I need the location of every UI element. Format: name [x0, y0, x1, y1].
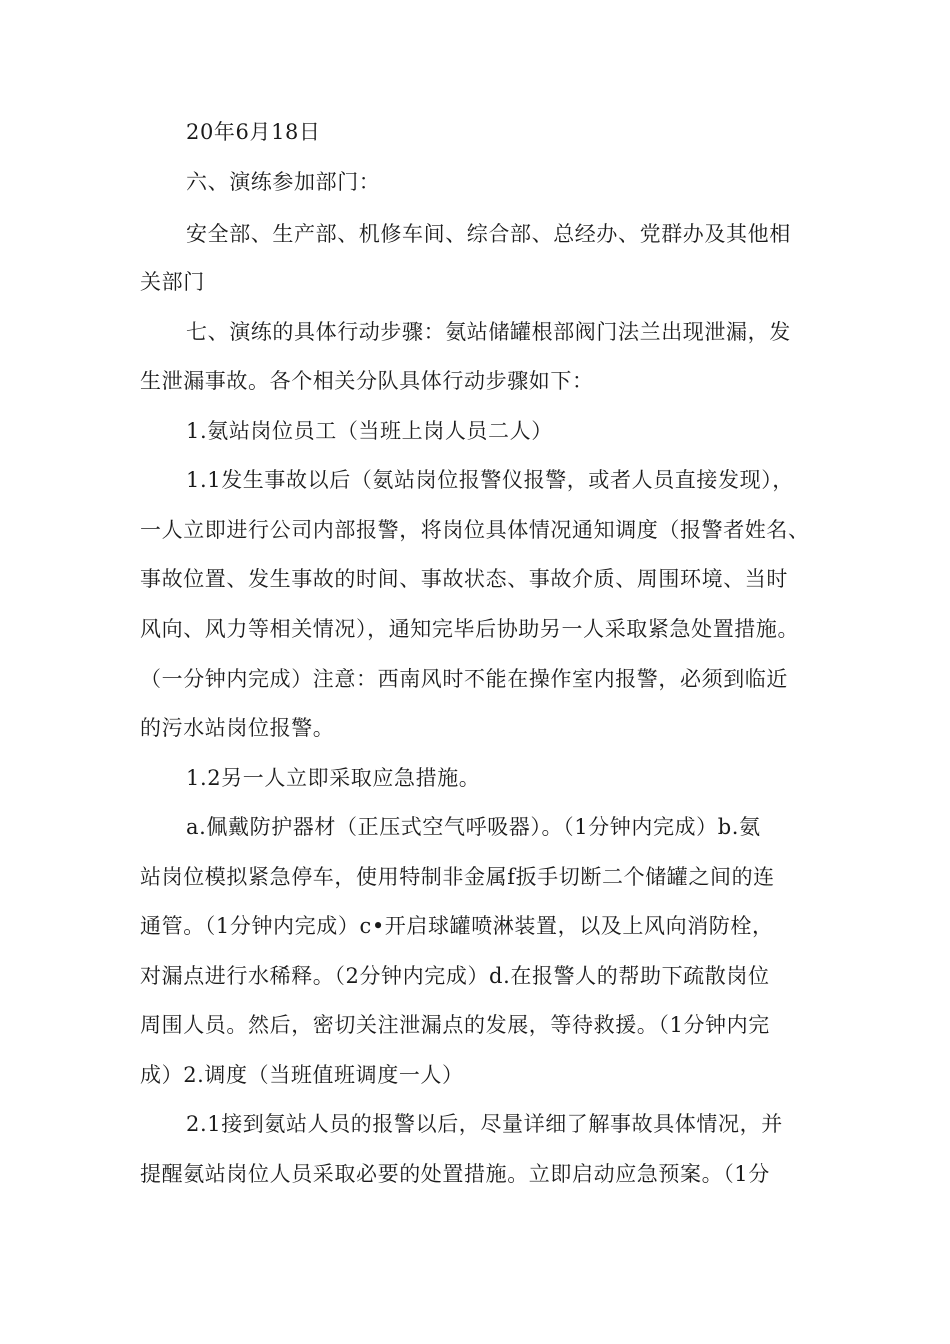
date-line: 20年6月18日: [186, 120, 321, 144]
paragraph-line: 通管。（1分钟内完成）c•开启球罐喷淋装置，以及上风向消防栓，: [140, 914, 774, 938]
paragraph-line: 对漏点进行水稀释。（2分钟内完成）d.在报警人的帮助下疏散岗位: [140, 964, 770, 988]
paragraph-line: 一人立即进行公司内部报警，将岗位具体情况通知调度（报警者姓名、: [140, 518, 810, 542]
paragraph-line: 的污水站岗位报警。: [140, 716, 335, 740]
paragraph-line: 安全部、生产部、机修车间、综合部、总经办、党群办及其他相: [186, 222, 791, 246]
paragraph-line: 站岗位模拟紧急停车，使用特制非金属f扳手切断二个储罐之间的连: [140, 865, 775, 889]
paragraph-line: 提醒氨站岗位人员采取必要的处置措施。立即启动应急预案。（1分: [140, 1162, 770, 1186]
paragraph-line: 成）2.调度（当班值班调度一人）: [140, 1063, 464, 1087]
paragraph-line: a.佩戴防护器材（正压式空气呼吸器）。（1分钟内完成）b.氨: [186, 815, 761, 839]
paragraph-line: 风向、风力等相关情况），通知完毕后协助另一人采取紧急处置措施。: [140, 617, 800, 641]
paragraph-line: 2.1接到氨站人员的报警以后，尽量详细了解事故具体情况，并: [186, 1112, 783, 1136]
section-heading-departments: 六、演练参加部门：: [186, 170, 381, 194]
paragraph-line: 生泄漏事故。各个相关分队具体行动步骤如下：: [140, 369, 594, 393]
subsection-heading: 1.氨站岗位员工（当班上岗人员二人）: [186, 419, 553, 443]
paragraph-line: 事故位置、发生事故的时间、事故状态、事故介质、周围环境、当时: [140, 567, 788, 591]
paragraph-line: 1.1发生事故以后（氨站岗位报警仪报警，或者人员直接发现），: [186, 468, 794, 492]
paragraph-line: 周围人员。然后，密切关注泄漏点的发展，等待救援。（1分钟内完: [140, 1013, 770, 1037]
section-heading-steps: 七、演练的具体行动步骤：氨站储罐根部阀门法兰出现泄漏，发: [186, 320, 791, 344]
subsection-heading: 1.2另一人立即采取应急措施。: [186, 766, 481, 790]
paragraph-line: （一分钟内完成）注意：西南风时不能在操作室内报警，必须到临近: [140, 667, 788, 691]
paragraph-line: 关部门: [140, 270, 205, 294]
